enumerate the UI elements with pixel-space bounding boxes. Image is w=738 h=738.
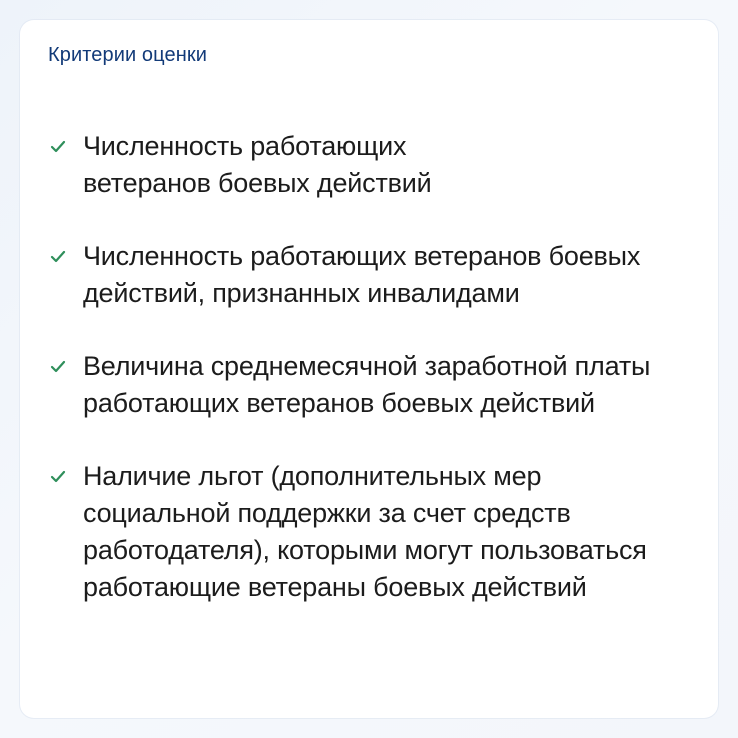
criteria-list xyxy=(48,128,708,642)
criterion-line: действий, признанных инвалидами xyxy=(83,278,520,308)
criterion-item xyxy=(48,458,708,606)
criterion-line: Численность работающих ветеранов боевых xyxy=(83,241,641,271)
criterion-item xyxy=(48,348,708,422)
criterion-line: социальной поддержки за счет средств xyxy=(83,498,571,528)
check-icon xyxy=(50,360,66,373)
criterion-line: Наличие льгот (дополнительных мер xyxy=(83,461,542,491)
check-icon xyxy=(50,250,66,263)
criterion-item xyxy=(48,128,708,202)
criterion-line: Численность работающих xyxy=(83,131,407,161)
criteria-card xyxy=(20,20,718,718)
criterion-line: Величина среднемесячной заработной платы xyxy=(83,351,651,381)
criterion-line: работодателя), которыми могут пользоваться xyxy=(83,535,647,565)
criterion-line: работающие ветераны боевых действий xyxy=(83,572,587,602)
criterion-line: работающих ветеранов боевых действий xyxy=(83,388,595,418)
criterion-line: ветеранов боевых действий xyxy=(83,168,432,198)
check-icon xyxy=(50,140,66,153)
criterion-item xyxy=(48,238,708,312)
check-icon xyxy=(50,470,66,483)
card-title: Критерии оценки xyxy=(48,44,207,66)
